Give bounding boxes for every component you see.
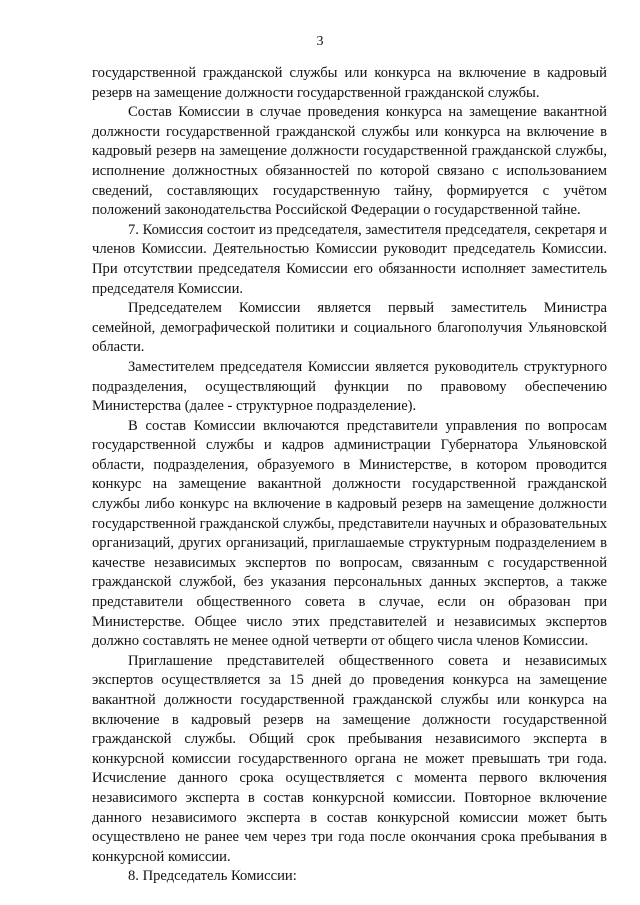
paragraph-item-8: 8. Председатель Комиссии: (128, 868, 297, 885)
page-number: 3 (316, 34, 324, 49)
paragraph-composition: В состав Комиссии включаются представители управления по вопросам государственной службы и кадров администрации Губернатора Ульяновской области, подразделения, образуемого в Министерстве, в котором проводится конкурс на замещение вакантной должности государственной гражданской службы либо конкурс на включение в кадровый резерв на замещение должности государственной гражданской службы, представители научных и образовательных организаций, других организаций, приглашаемые структурным подразделением в качестве независимых экспертов по вопросам, связанным с государственной гражданской службой, без указания персональных данных экспертов, а также представители общественного совета в случае, если он образован при Министерстве. Общее число этих представителей и независимых экспертов должно составлять не менее одной четверти от общего числа членов Комиссии. (92, 417, 607, 650)
paragraph-experts-invitation: Приглашение представителей общественного совета и независимых экспертов осуществляется за 15 дней до проведения конкурса на замещение вакантной должности государственной гражданской службы или конкурса на включение в кадровый резерв на замещение должности государственной гражданской службы. Общий срок пребывания независимого эксперта в конкурсной комиссии государственного органа не может превышать три года. Исчисление данного срока осуществляется с момента первого включения независимого эксперта в состав конкурсной комиссии. Повторное включение данного независимого эксперта в состав конкурсной комиссии может быть осуществлено не ранее чем через три года после окончания срока пребывания в конкурсной комиссии. (92, 652, 607, 865)
document-body (92, 64, 607, 887)
paragraph-item-7: 7. Комиссия состоит из председателя, заместителя председателя, секретаря и членов Комиссии. Деятельностью Комиссии руководит председатель Комиссии. При отсутствии председателя Комиссии его обязанности исполняет заместитель председателя Комиссии. (92, 221, 607, 297)
paragraph-continuation: государственной гражданской службы или конкурса на включение в кадровый резерв на замещение должности государственной гражданской службы. (92, 65, 607, 101)
paragraph-chairman: Председателем Комиссии является первый заместитель Министра семейной, демографической политики и социального благополучия Ульяновской области. (92, 300, 607, 356)
paragraph-secret-composition: Состав Комиссии в случае проведения конкурса на замещение вакантной должности государственной гражданской службы или конкурса на включение в кадровый резерв на замещение должности государственной гражданской службы, исполнение должностных обязанностей по которой связано с использованием сведений, составляющих государственную тайну, формируется с учётом положений законодательства Российской Федерации о государственной тайне. (92, 104, 607, 219)
paragraph-deputy-chairman: Заместителем председателя Комиссии является руководитель структурного подразделения, осуществляющий функции по правовому обеспечению Министерства (далее - структурное подразделение). (92, 358, 607, 415)
